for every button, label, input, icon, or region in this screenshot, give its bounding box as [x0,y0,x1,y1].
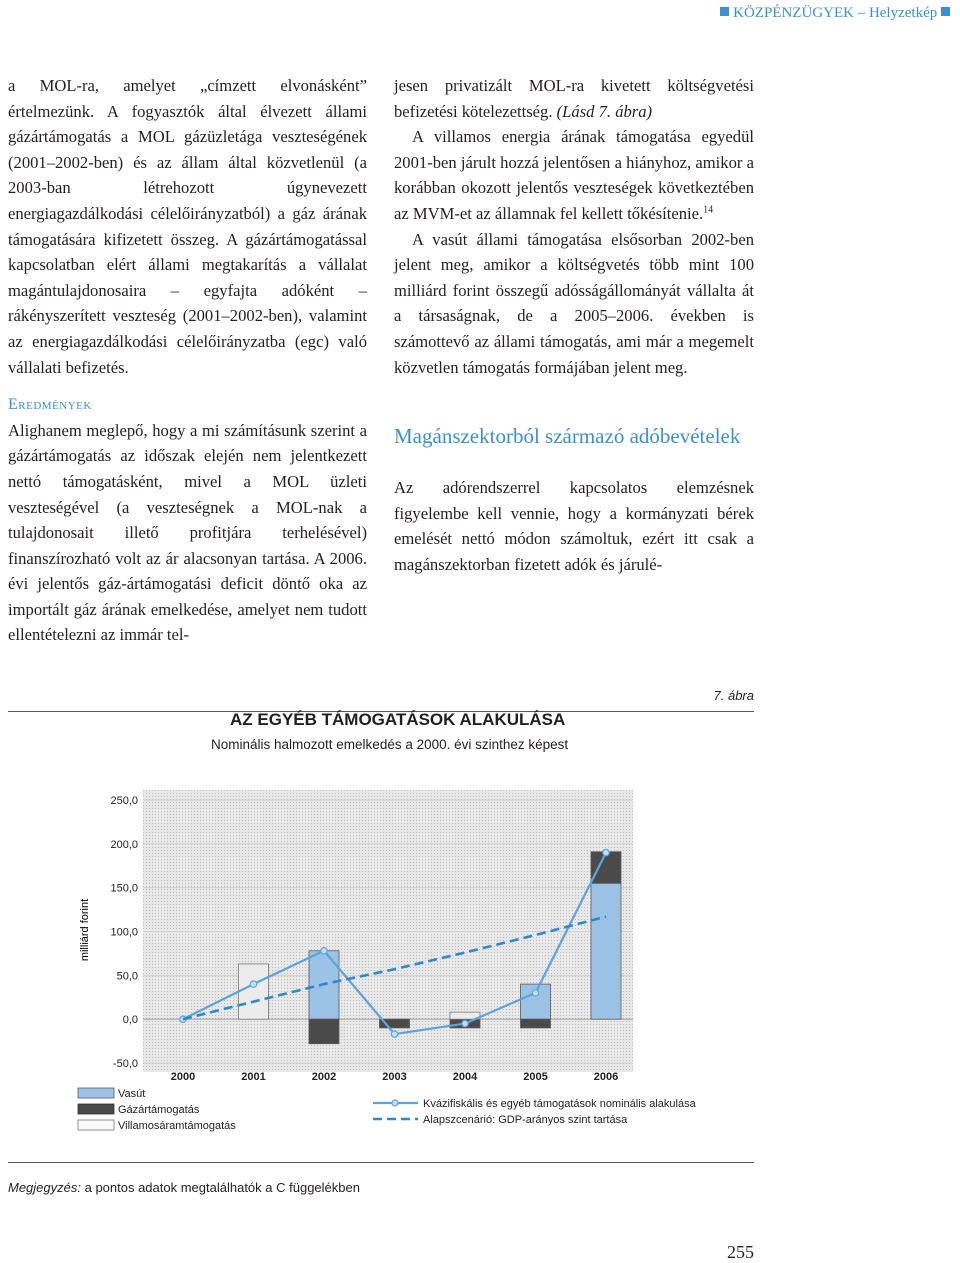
footnote-mark: 14 [703,204,714,216]
chart [8,760,754,1162]
y-tick-label: 200,0 [110,838,138,851]
section-heading: Eredmények [8,396,92,414]
figure-title: AZ EGYÉB TÁMOGATÁSOK ALAKULÁSA [230,710,566,729]
y-tick-label: 50,0 [116,970,138,983]
figure-note [8,1180,360,1195]
paragraph-text: A villamos energia árának támogatása egyedül 2001-ben járult hozzá jelentősen a hiányhoz, amikor a korábban okozott jelentős veszteségek következtében az MVM-et az államnak fel kellett tőkésítenie. [394,127,754,223]
y-tick-label: 100,0 [110,926,138,939]
data-point [603,849,609,855]
figure-subtitle: Nominális halmozott emelkedés a 2000. évi szinthez képest [211,737,569,752]
right-column [394,73,754,578]
paragraph [394,73,754,124]
bar [591,883,621,1019]
legend-swatch [78,1120,114,1130]
paragraph [394,124,754,226]
x-tick-label: 2001 [241,1071,266,1083]
figure-reference: (Lásd 7. ábra) [556,101,653,121]
figure-box [8,760,754,1163]
header-text: KÖZPÉNZÜGYEK – Helyzetkép [733,5,938,21]
paragraph-text: jesen privatizált MOL-ra kivetett költségvetési befizetési kötelezettség. [394,76,754,121]
x-tick-label: 2003 [382,1071,407,1083]
x-tick-label: 2000 [170,1071,196,1083]
bar [591,852,621,884]
square-bullet-icon [941,7,950,16]
legend-label: Gázártámogatás [118,1104,200,1116]
figure-label: 7. ábra [713,688,754,703]
data-point [250,981,256,987]
x-tick-label: 2002 [311,1071,337,1083]
section-heading: Magánszektorból származó adóbevételek [394,424,741,449]
data-point [391,1031,397,1037]
legend-swatch [78,1088,114,1098]
y-axis-label: milliárd forint [79,898,91,962]
legend-swatch [78,1104,114,1114]
y-tick-label: -50,0 [112,1058,138,1070]
note-label: Megjegyzés: [8,1180,81,1195]
bar [309,1019,339,1044]
paragraph: a MOL-ra, amelyet „címzett elvonásként” értelmezünk. A fogyasztók által élvezett állami gázártámogatás a MOL gázüzletága veszteségének (2001–2002-ben) és az állam által közvetlenül (a 2003-ban létrehozott úgynevezett energiagazdálkodási célelőirányzatból) a gáz árának támogatására kifizetett összeg. A gázártámogatással kapcsolatban elért állami megtakarítás a vállalat magántulajdonosaira – egyfajta adóként – rákényszerített veszteség (2001–2002-ben), valamint az energiagazdálkodási célelőirányzatba (egc) való vállalati befizetés. [8,76,367,377]
y-tick-label: 250,0 [110,795,138,807]
running-header [720,5,950,22]
left-column [8,73,367,648]
legend-label: Alapszcenárió: GDP-arányos szint tartása [423,1114,628,1126]
legend-marker [392,1100,398,1106]
x-tick-label: 2005 [523,1071,548,1083]
paragraph: Alighanem meglepő, hogy a mi számításunk szerint a gázártámogatás az időszak elején nem jelentkezett nettó támogatásként, mivel a MOL üzleti veszteségével (a veszteségnek a MOL-nak a tulajdonosait illető profitjára terhelésével) finanszírozható volt az ár alacsonyan tartása. A 2006. évi jelentős gáz-ártámogatási deficit döntő oka az importált gáz árának emelkedése, amelyet nem tudott ellentételezni az immár tel- [8,420,367,645]
x-tick-label: 2004 [452,1071,478,1083]
paragraph: Az adórendszerrel kapcsolatos elemzésnek figyelembe kell vennie, hogy a kormányzati bérek emelését nettó módon számoltuk, ezért itt csak a magánszektorban fizetett adók és járulé- [394,478,754,574]
data-point [321,948,327,954]
legend-label: Villamosáramtámogatás [118,1120,236,1132]
data-point [532,990,538,996]
square-bullet-icon [720,7,729,16]
legend-label: Kvázifiskális és egyéb támogatások nominális alakulása [423,1098,696,1110]
data-point [462,1020,468,1026]
paragraph: A vasút állami támogatása elsősorban 2002-ben jelent meg, amikor a költségvetés több mint 100 milliárd forint összegű adósságállományát vállalta át a társaságnak, de a 2005–2006. években is számottevő az állami támogatás, ami már a megemelt közvetlen támogatás formájában jelent meg. [394,229,754,377]
bar [521,1019,551,1028]
page-number: 255 [727,1242,754,1262]
legend-label: Vasút [118,1088,146,1100]
note-text: a pontos adatok megtalálhatók a C függelékben [80,1180,360,1195]
x-tick-label: 2006 [593,1071,619,1083]
y-tick-label: 150,0 [110,882,138,895]
y-tick-label: 0,0 [122,1014,138,1027]
bar [239,964,269,1019]
